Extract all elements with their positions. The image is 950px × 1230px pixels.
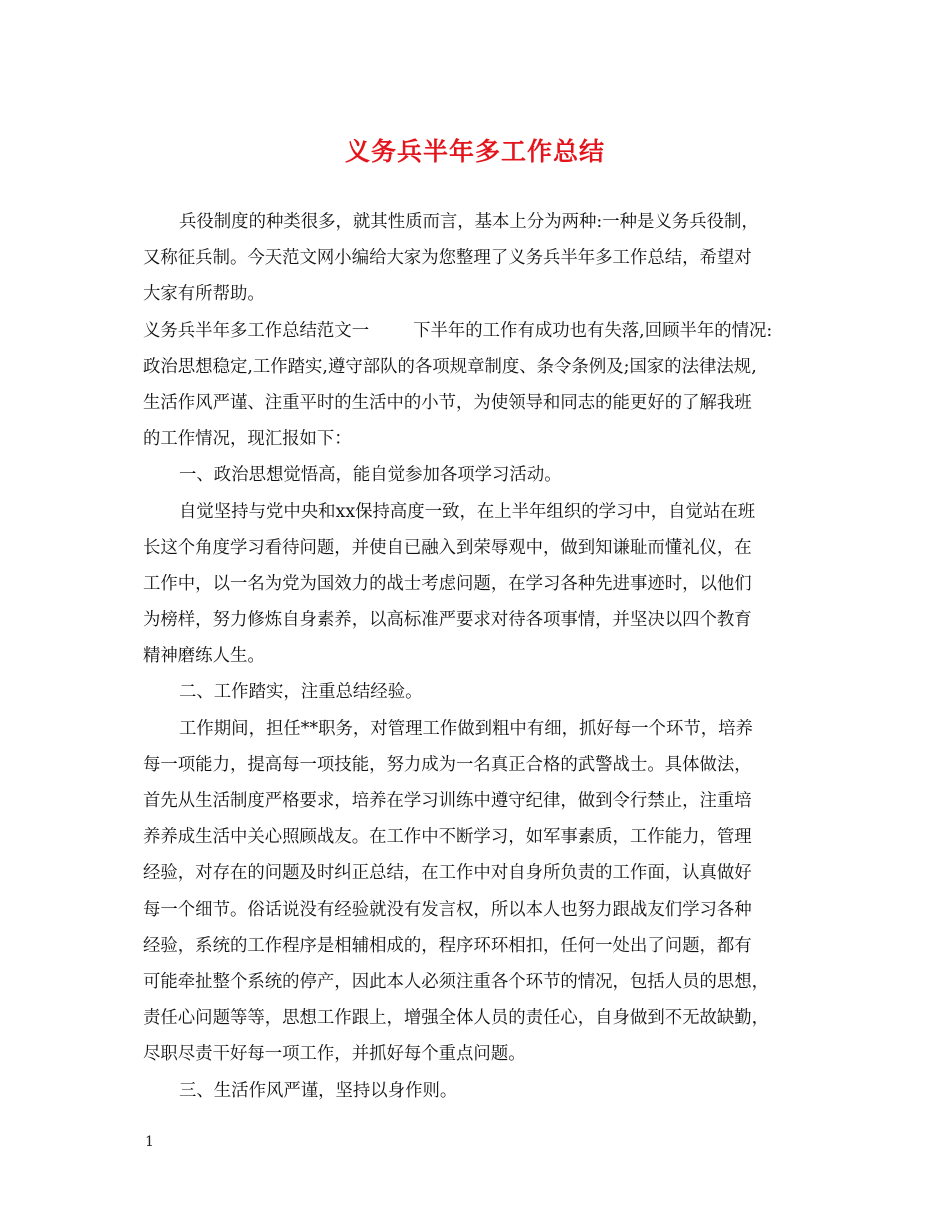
text-line xyxy=(143,494,813,530)
document-title: 义务兵半年多工作总结 xyxy=(344,137,605,166)
text-line xyxy=(143,240,813,276)
text-line-content: 政治思想稳定,工作踏实,遵守部队的各项规章制度、条令条例及;国家的法律法规, xyxy=(143,356,757,377)
text-line-continuation: 下半年的工作有成功也有失落,回顾半年的情况: xyxy=(413,320,773,341)
text-line-content: 一、政治思想觉悟高，能自觉参加各项学习活动。 xyxy=(179,465,562,486)
text-line-content: 责任心问题等等，思想工作跟上，增强全体人员的责任心，自身做到不无故缺勤， xyxy=(143,1008,770,1029)
text-line-content: 每一项能力，提高每一项技能，努力成为一名真正合格的武警战士。具体做法， xyxy=(143,754,752,775)
text-line-content: 尽职尽责干好每一项工作，并抓好每个重点问题。 xyxy=(143,1044,526,1065)
text-line xyxy=(143,1073,813,1109)
text-line-content: 可能牵扯整个系统的停产，因此本人必须注重各个环节的情况，包括人员的思想， xyxy=(143,971,770,992)
text-line-content: 经验，系统的工作程序是相辅相成的，程序环环相扣，任何一处出了问题，都有 xyxy=(143,935,752,956)
text-line-content: 大家有所帮助。 xyxy=(143,284,265,305)
text-line-content: 养养成生活中关心照顾战友。在工作中不断学习，如军事素质，工作能力，管理 xyxy=(143,827,752,848)
page-number: 1 xyxy=(145,1134,154,1150)
text-line-content: 兵役制度的种类很多，就其性质而言，基本上分为两种:一种是义务兵役制， xyxy=(179,212,759,232)
text-line-content: 首先从生活制度严格要求，培养在学习训练中遵守纪律，做到令行禁止，注重培 xyxy=(143,791,752,811)
text-line xyxy=(143,457,813,493)
text-line xyxy=(143,313,813,349)
text-line-content: 又称征兵制。今天范文网小编给大家为您整理了义务兵半年多工作总结，希望对 xyxy=(143,248,752,269)
text-line-content: 长这个角度学习看待问题，并使自已融入到荣辱观中，做到知谦耻而懂礼仪，在 xyxy=(143,537,752,558)
text-line xyxy=(143,421,813,457)
text-line-content: 生活作风严谨、注重平时的生活中的小节，为使领导和同志的能更好的了解我班 xyxy=(143,392,752,413)
document-body xyxy=(143,204,813,1109)
text-line xyxy=(143,530,813,566)
text-line xyxy=(143,385,813,421)
text-line xyxy=(143,674,813,710)
text-line xyxy=(143,276,813,312)
text-line-content: 的工作情况，现汇报如下： xyxy=(143,429,352,450)
text-line xyxy=(143,602,813,638)
text-line xyxy=(143,855,813,891)
text-line xyxy=(143,638,813,674)
text-line-content: 工作期间，担任**职务，对管理工作做到粗中有细，抓好每一个环节，培养 xyxy=(179,718,753,739)
text-line xyxy=(143,204,813,240)
text-line xyxy=(143,349,813,385)
text-line-content: 工作中，以一名为党为国效力的战士考虑问题，在学习各种先进事迹时，以他们 xyxy=(143,573,752,594)
text-line xyxy=(143,783,813,819)
text-line xyxy=(143,928,813,964)
text-line xyxy=(143,892,813,928)
text-line xyxy=(143,964,813,1000)
text-line-content: 经验，对存在的问题及时纠正总结，在工作中对自身所负责的工作面，认真做好 xyxy=(143,863,752,884)
text-line-content: 义务兵半年多工作总结范文一 xyxy=(143,320,370,341)
text-line-content: 精神磨练人生。 xyxy=(143,646,265,667)
text-line xyxy=(143,711,813,747)
text-line xyxy=(143,1036,813,1072)
text-line xyxy=(143,566,813,602)
text-line xyxy=(143,1000,813,1036)
text-line xyxy=(143,747,813,783)
text-line-content: 为榜样，努力修炼自身素养，以高标准严要求对待各项事情，并坚决以四个教育 xyxy=(143,610,752,631)
text-line-content: 每一个细节。俗话说没有经验就没有发言权，所以本人也努力跟战友们学习各种 xyxy=(143,899,752,920)
text-line xyxy=(143,819,813,855)
text-line-content: 二、工作踏实，注重总结经验。 xyxy=(179,682,423,703)
text-line-content: 自觉坚持与党中央和xx保持高度一致，在上半年组织的学习中，自觉站在班 xyxy=(179,501,756,522)
text-line-content: 三、生活作风严谨，坚持以身作则。 xyxy=(179,1080,458,1101)
